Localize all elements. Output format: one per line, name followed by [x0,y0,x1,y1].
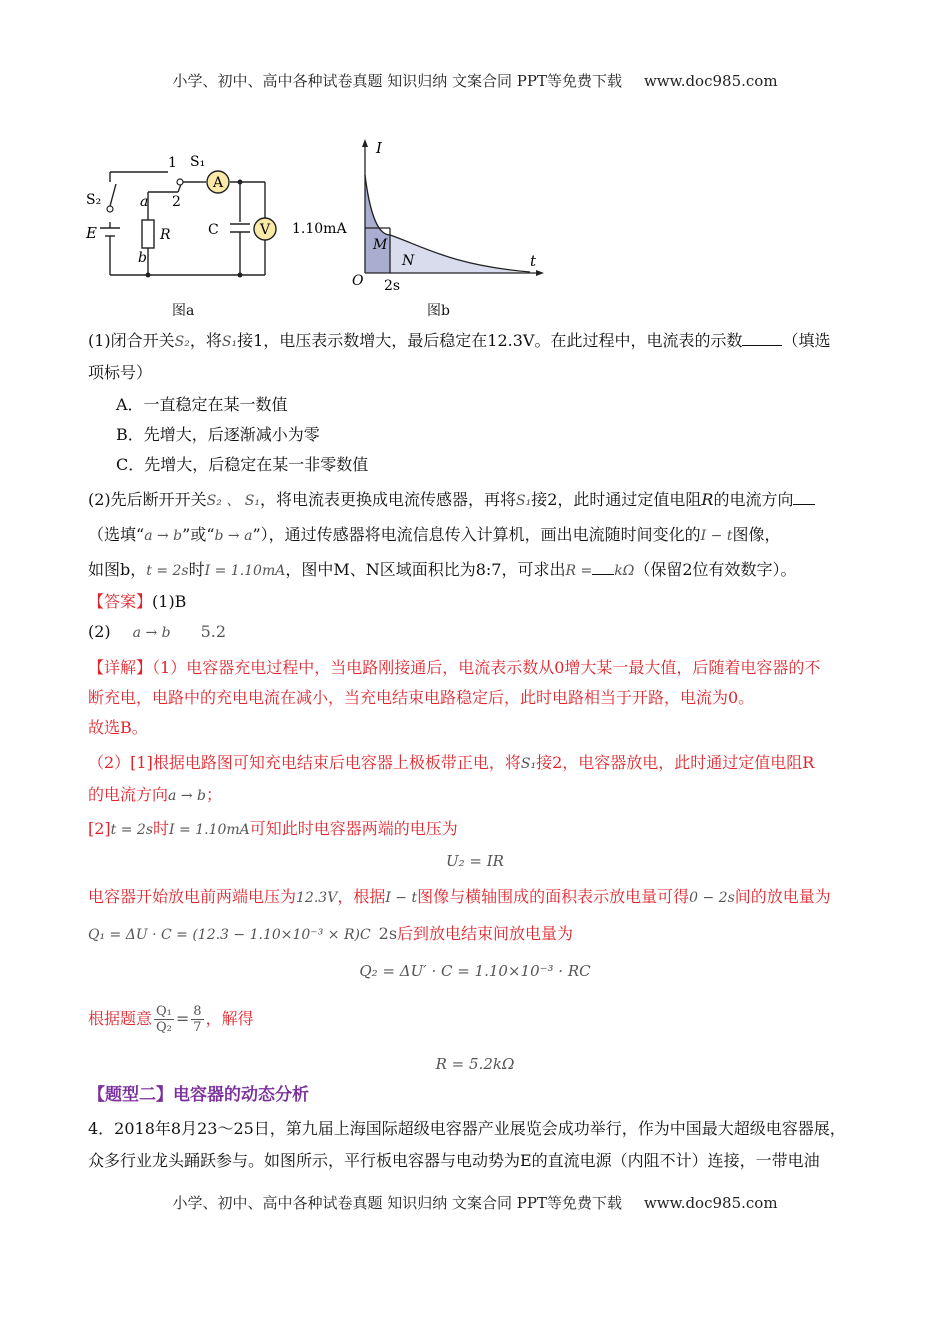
q2-direction-blank[interactable] [793,490,815,505]
a-label: a [140,194,149,210]
detail-line9: 根据题意 $\frac{\text{Q₁}}{\text{Q₂}}$ = $\frac{8}{7}$ ，解得 [88,1004,254,1035]
figure-a-circuit [80,140,290,320]
q4-line2: 众多行业龙头踊跃参与。如图所示，平行板电容器与电动势为E的直流电源（内阻不计）连接，一带电油 [88,1151,820,1170]
c-label: C [208,222,219,238]
q1-option-c: C．先增大，后稳定在某一非零数值 [116,455,369,474]
footer-text: 小学、初中、高中各种试卷真题 知识归纳 文案合同 PPT等免费下载 [172,1194,622,1212]
header-text: 小学、初中、高中各种试卷真题 知识归纳 文案合同 PPT等免费下载 [172,72,622,90]
equation-q2: Q₂ = ΔU′ · C = 1.10×10⁻³ · RC [359,962,591,980]
pos1-label: 1 [168,155,177,171]
detail-line8: Q₁ = ΔU · C = (12.3 − 1.10×10⁻³ × R)C 2s后到放电结束间放电量为 [88,924,574,943]
equation-r: R = 5.2kΩ [435,1055,515,1073]
header-url[interactable]: www.doc985.com [643,72,778,90]
figure-a-caption: 图a [172,303,195,319]
q4-line1: 4．2018年8月23～25日，第九届上海国际超级电容器产业展览会成功举行，作为中国最大超级电容器展， [88,1119,846,1138]
detail-line3: 故选B。 [88,718,148,737]
detail-line1: 【详解】（1）电容器充电过程中，当电路刚接通后，电流表示数从0增大某一最大值，后随着电容器的不 [88,658,821,677]
b-label: b [138,250,147,266]
answer-line1: 【答案】(1)B [88,592,187,611]
answer-tag: 【答案】 [88,592,153,611]
q2-resistance-blank[interactable] [592,560,614,575]
q1-answer-blank[interactable] [742,331,782,346]
detail-line6: [2]t = 2s时I = 1.10mA可知此时电容器两端的电压为 [88,819,458,838]
answer-line2: (2) a → b 5.2 [88,622,227,641]
page-footer [0,1192,950,1213]
voltmeter-label: V [259,222,271,238]
x-axis-label: t [530,252,537,270]
region-m-label: M [373,237,388,253]
s2-label: S₂ [86,192,102,208]
s1-label: S₁ [190,154,206,170]
q2-line2: （选填“a → b”或“b → a”），通过传感器将电流信息传入计算机，画出电流随时间变化的I − t图像， [88,525,781,544]
r-label: R [160,227,171,243]
q1-option-a: A．一直稳定在某一数值 [116,395,288,414]
origin-label: O [352,273,364,289]
detail-line4: （2）[1]根据电路图可知充电结束后电容器上极板带正电，将S₁接2，电容器放电，此时通过定值电阻R [88,753,815,772]
equation-u2: U₂ = IR [446,852,504,870]
detail-line7: 电容器开始放电前两端电压为12.3V，根据I − t图像与横轴围成的面积表示放电量可得0 − 2s间的放电量为 [88,887,831,906]
figure-b-caption: 图b [427,303,450,319]
q2-line3: 如图b，t = 2s时I = 1.10mA，图中M、N区域面积比为8:7，可求出R = kΩ（保留2位有效数字）。 [88,560,797,579]
q2-line1: (2)先后断开开关S₂ 、 S₁，将电流表更换成电流传感器，再将S₁接2，此时通过定值电阻R的电流方向 [88,488,878,513]
region-n-label: N [402,253,415,269]
page-header [0,70,950,91]
ammeter-label: A [212,175,224,191]
y-axis-label: I [376,139,382,157]
detail-line5: 的电流方向a → b； [88,785,222,804]
time-label: 2s [384,278,401,294]
current-label: 1.10mA [292,221,347,237]
footer-url[interactable]: www.doc985.com [643,1194,778,1212]
detail-line2: 断充电，电路中的充电电流在减小，当充电结束电路稳定后，此时电路相当于开路，电流为0。 [88,688,755,707]
e-label: E [86,224,97,242]
section-title: 【题型二】电容器的动态分析 [88,1085,309,1105]
q1-option-b: B．先增大，后逐渐减小为零 [116,425,320,444]
q1-line2: 项标号） [88,363,153,382]
equation-q1: Q₁ = ΔU · C = (12.3 − 1.10×10⁻³ × R)C [88,927,371,943]
pos2-label: 2 [172,194,181,210]
q1-line1: (1)闭合开关S₂，将S₁接1，电压表示数增大，最后稳定在12.3V。在此过程中，电流表的示数 （填选 [88,331,831,350]
figure-b-graph [290,135,550,295]
